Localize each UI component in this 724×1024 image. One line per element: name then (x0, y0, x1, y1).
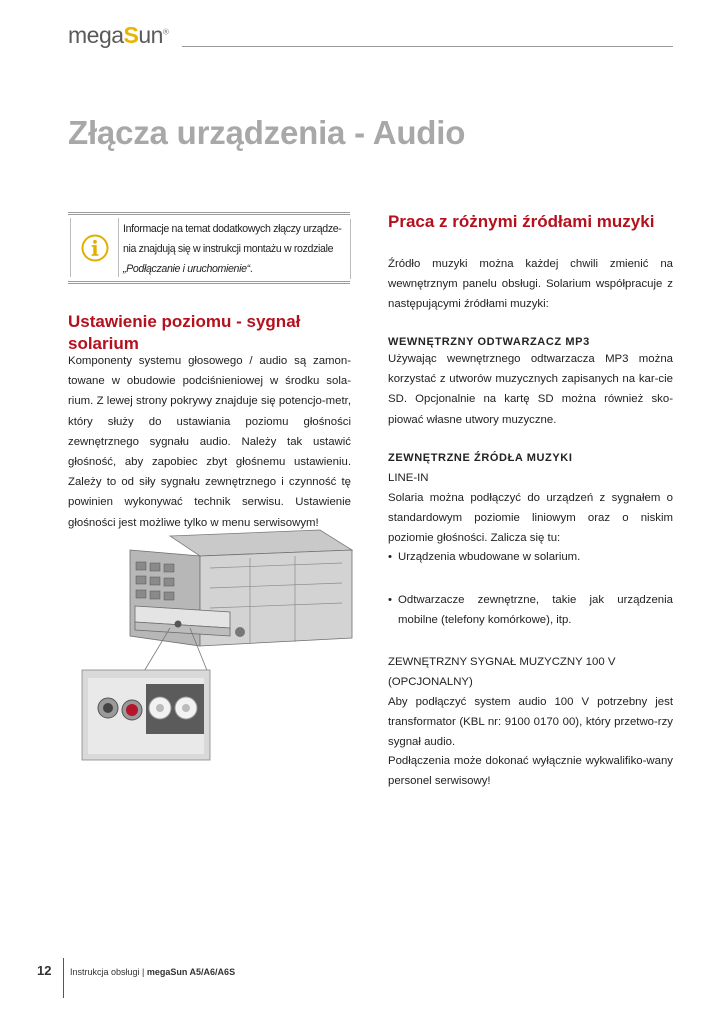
footer-doc-label: Instrukcja obsługi | (70, 967, 147, 977)
page-number: 12 (37, 963, 52, 978)
logo-s: S (123, 22, 139, 48)
logo-registered: ® (162, 27, 169, 37)
signal-100v-heading: ZEWNĘTRZNY SYGNAŁ MUZYCZNY 100 V (OPCJONALNY) (388, 656, 616, 689)
line-in-label: LINE-IN (388, 472, 429, 484)
info-text-body: Informacje na temat dodatkowych złączy urządze-nia znajdują się w instrukcji montażu w rozdziale (123, 223, 342, 255)
info-text-suffix: . (249, 263, 253, 275)
signal-100v-text: Aby podłączyć system audio 100 V potrzebny jest transformator (KBL nr: 9100 0170 00), który przetwo-rzy sygnał audio. (388, 696, 673, 749)
bullet-item-1: • Urządzenia wbudowane w solarium. (388, 547, 673, 567)
right-heading: Praca z różnymi źródłami muzyki (388, 212, 655, 231)
info-icon-cell (70, 218, 119, 277)
right-intro: Źródło muzyki można każdej chwili zmienić na wewnętrznym panelu obsługi. Solarium współpracuje z następującymi źródłami muzyki: (388, 258, 673, 311)
left-heading: Ustawienie poziomu - sygnał solarium (68, 312, 301, 353)
info-icon (81, 234, 109, 262)
external-sources-heading: ZEWNĘTRZNE ŹRÓDŁA MUZYKI (388, 452, 573, 464)
mp3-text: Używając wewnętrznego odtwarzacza MP3 można korzystać z utworów muzycznych zapisanych na kar-cie SD. Opcjonalnie na kartę SD można również sko-piować własne utwory muzyczne. (388, 353, 673, 426)
info-box (68, 212, 350, 284)
audio-unit-illustration (80, 528, 360, 764)
signal-100v-warning: Podłączenia może dokonać wyłącznie wykwalifiko-wany personel serwisowy! (388, 755, 673, 788)
megasun-logo (68, 22, 168, 49)
header-divider (182, 46, 673, 47)
logo-suffix: un (138, 22, 163, 48)
info-text-emphasis: „Podłączanie i uruchomienie“ (123, 263, 250, 275)
footer-product: megaSun A5/A6/A6S (146, 967, 236, 977)
bullet-item-2: • Odtwarzacze zewnętrzne, takie jak urządzenia mobilne (telefony komórkowe), itp. (388, 590, 673, 630)
logo-prefix: mega (68, 22, 124, 48)
left-paragraph: Komponenty systemu głosowego / audio są zamon-towane w obudowie podciśnieniowej w środku sola-rium. Z lewej strony pokrywy znajduje się potencjo-metr, który służy do ustawiania poziomu głośności zewnętrznego sygnału audio. Należy tak ustawić głośność, aby zapobiec zbyt głośnemu ustawieniu. Zależy to od siły sygnału zewnętrznego i czynność tę powinien wykonywać technik serwisu. Ustawienie głośności jest możliwe tylko w menu serwisowym! (68, 355, 351, 529)
info-text (123, 219, 351, 279)
page-title: Złącza urządzenia - Audio (68, 114, 466, 151)
footer-text (70, 967, 235, 977)
external-sources-text: Solaria można podłączyć do urządzeń z sygnałem o standardowym poziomie liniowym oraz o niskim poziomie głośności. Zalicza się tu: (388, 492, 673, 545)
footer-divider (63, 958, 64, 998)
mp3-heading: WEWNĘTRZNY ODTWARZACZ MP3 (388, 336, 590, 348)
